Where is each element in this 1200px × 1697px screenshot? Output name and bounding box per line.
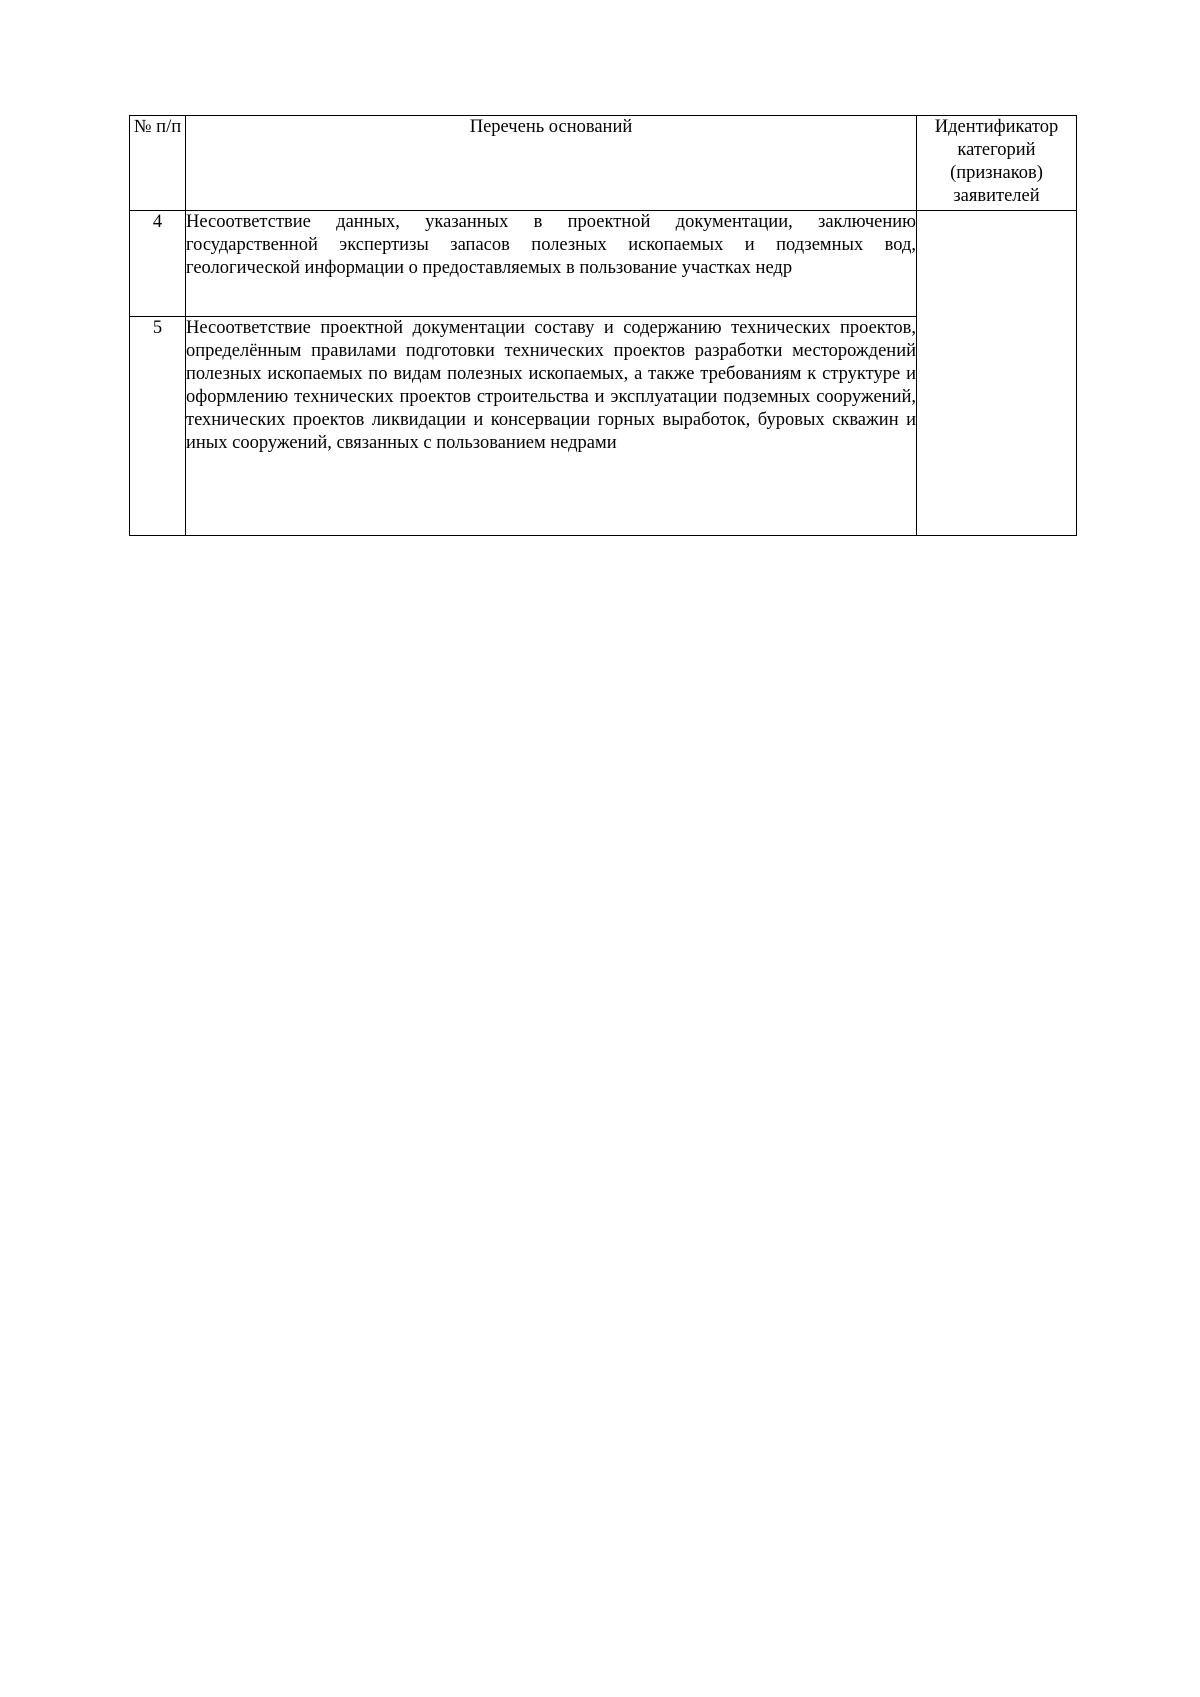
row-text: Несоответствие данных, указанных в проектной документации, заключению государственной экспертизы запасов полезных ископаемых и подземных вод, геологической информации о предоставляемых в пользование участках недр [186,211,917,317]
row-identifier [917,211,1077,536]
row-number: 5 [130,317,186,536]
table-header-row [130,116,1077,211]
grounds-table [129,115,1077,536]
header-identifier: Идентификатор категорий (признаков) заявителей [917,116,1077,211]
row-text: Несоответствие проектной документации составу и содержанию технических проектов, определённым правилами подготовки технических проектов разработки месторождений полезных ископаемых по видам полезных ископаемых, а также требованиям к структуре и оформлению технических проектов строительства и эксплуатации подземных сооружений, технических проектов ликвидации и консервации горных выработок, буровых скважин и иных сооружений, связанных с пользованием недрами [186,317,917,536]
row-number: 4 [130,211,186,317]
table-row [130,211,1077,317]
header-list: Перечень оснований [186,116,917,211]
header-number: № п/п [130,116,186,211]
